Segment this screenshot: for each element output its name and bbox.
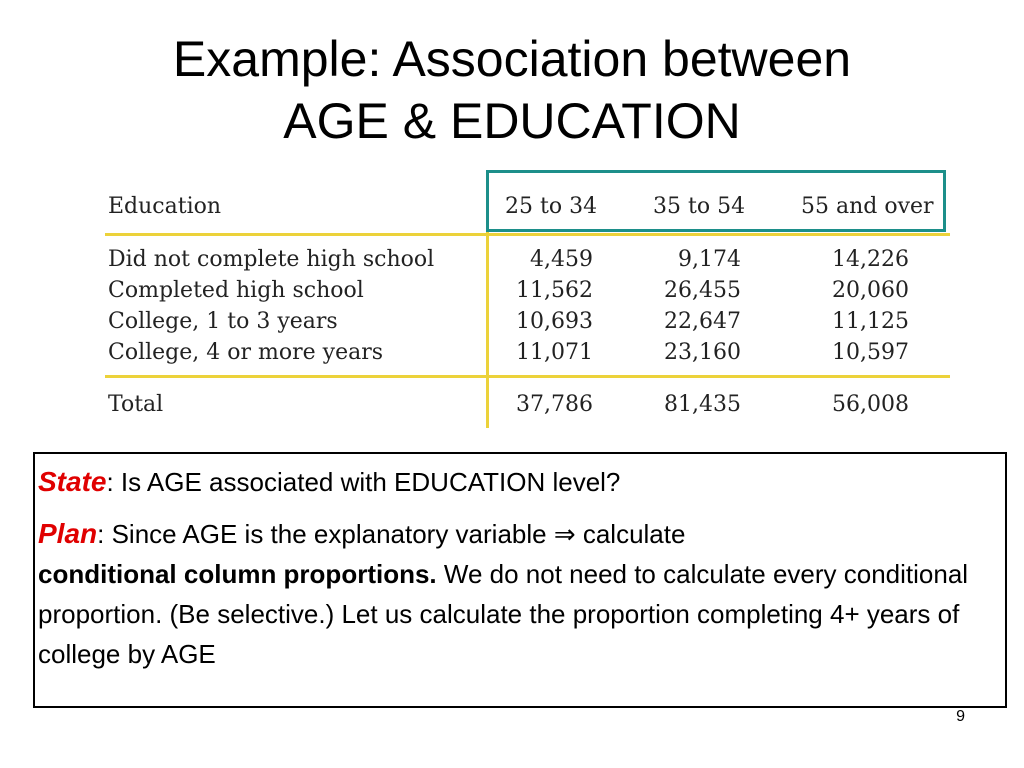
- total-cell: 37,786: [516, 392, 593, 417]
- cell: 9,174: [678, 247, 741, 272]
- plan-text-2: We do not need to calculate every conditional proportion. (Be selective.) Let us calculate the proportion completing 4+ years of college by AGE: [38, 559, 969, 669]
- state-text: : Is AGE associated with EDUCATION level?: [106, 467, 621, 497]
- header-25-34: 25 to 34: [505, 194, 598, 219]
- cell: 14,226: [832, 247, 909, 272]
- education-age-table: [105, 170, 950, 430]
- age-header-highlight: [486, 170, 946, 232]
- cell: 4,459: [530, 247, 593, 272]
- plan-paragraph: [38, 514, 999, 674]
- header-35-54: 35 to 54: [653, 194, 746, 219]
- row-label: College, 1 to 3 years: [108, 309, 338, 334]
- cell: 11,071: [516, 340, 593, 365]
- row-label: Did not complete high school: [108, 247, 435, 272]
- row-label: Completed high school: [108, 278, 364, 303]
- state-plan-box: [33, 452, 1007, 708]
- total-cell: 81,435: [664, 392, 741, 417]
- cell: 20,060: [832, 278, 909, 303]
- rule-header: [105, 233, 950, 236]
- cell: 11,125: [832, 309, 909, 334]
- title-line-2: AGE & EDUCATION: [283, 93, 741, 149]
- state-label: State: [38, 466, 107, 497]
- rule-total: [105, 375, 950, 378]
- cell: 11,562: [516, 278, 593, 303]
- plan-text-1: : Since AGE is the explanatory variable ⇒ calculate: [97, 519, 686, 549]
- row-label: College, 4 or more years: [108, 340, 384, 365]
- slide-title: [0, 28, 1024, 152]
- cell: 23,160: [664, 340, 741, 365]
- title-line-1: Example: Association between: [172, 31, 852, 87]
- header-55-over: 55 and over: [801, 194, 934, 219]
- plan-bold-text: conditional column proportions.: [38, 559, 437, 589]
- total-label: Total: [108, 392, 164, 417]
- total-cell: 56,008: [832, 392, 909, 417]
- cell: 22,647: [664, 309, 741, 334]
- cell: 26,455: [664, 278, 741, 303]
- plan-label: Plan: [38, 518, 98, 549]
- state-paragraph: [38, 462, 999, 502]
- cell: 10,693: [516, 309, 593, 334]
- page-number: 9: [956, 708, 965, 725]
- cell: 10,597: [832, 340, 909, 365]
- header-education: Education: [108, 194, 222, 219]
